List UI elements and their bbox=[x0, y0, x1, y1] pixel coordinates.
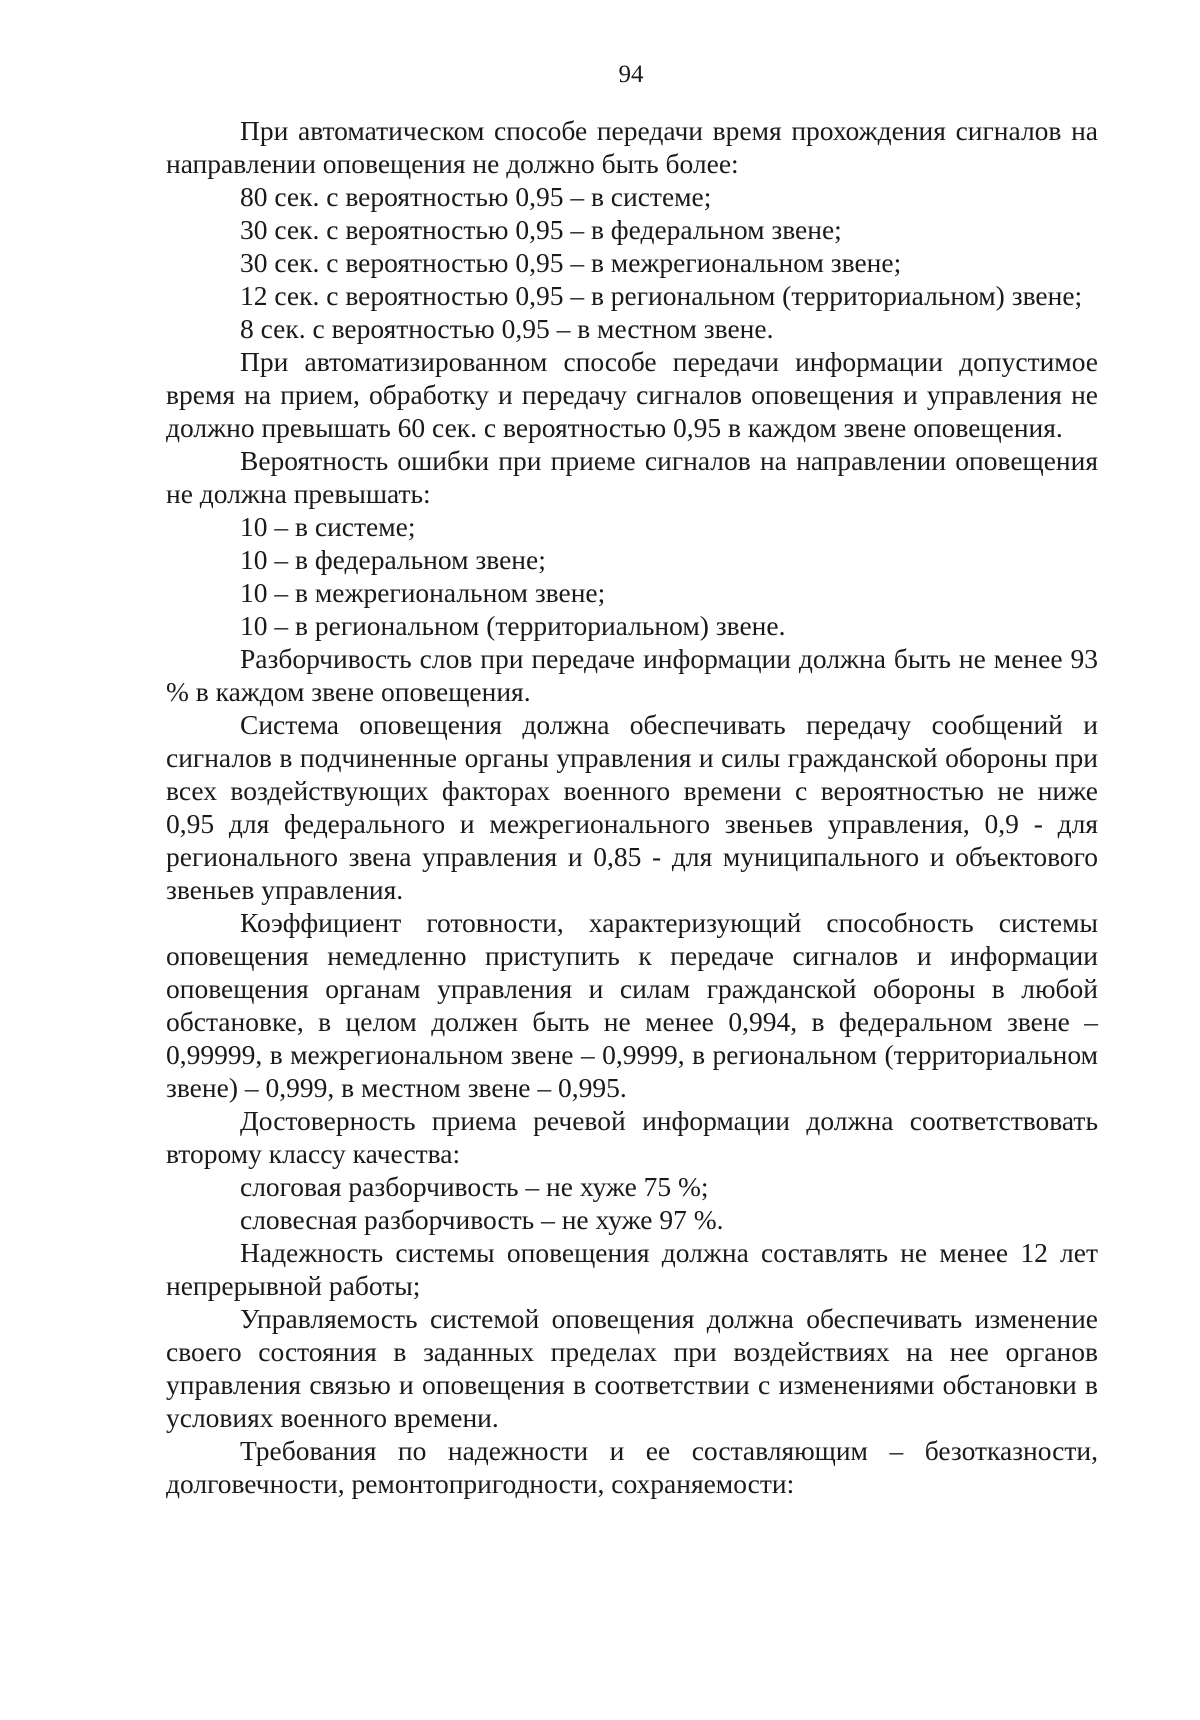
list-item: 10 – в межрегиональном звене; bbox=[240, 577, 606, 608]
paragraph-intelligibility: Разборчивость слов при передаче информации должна быть не менее 93 % в каждом звене оповещения. bbox=[166, 643, 1098, 707]
list-item: словесная разборчивость – не хуже 97 %. bbox=[240, 1204, 724, 1235]
list-item: 30 сек. с вероятностью 0,95 – в межрегиональном звене; bbox=[240, 247, 902, 278]
paragraph-error-probability: Вероятность ошибки при приеме сигналов на направлении оповещения не должна превышать: bbox=[166, 445, 1098, 509]
list-item: 10 – в системе; bbox=[240, 511, 416, 542]
paragraph-auto-transfer-time: При автоматическом способе передачи время прохождения сигналов на направлении оповещения не должно быть более: bbox=[166, 115, 1098, 179]
list-item: 80 сек. с вероятностью 0,95 – в системе; bbox=[240, 181, 712, 212]
document-body bbox=[166, 114, 1098, 1500]
paragraph-reliability-requirements: Требования по надежности и ее составляющим – безотказности, долговечности, ремонтопригодности, сохраняемости: bbox=[166, 1435, 1098, 1499]
page-number: 94 bbox=[618, 61, 644, 88]
list-item: 30 сек. с вероятностью 0,95 – в федеральном звене; bbox=[240, 214, 842, 245]
list-item: 10 – в региональном (территориальном) звене. bbox=[240, 610, 786, 641]
list-item: 12 сек. с вероятностью 0,95 – в региональном (территориальном) звене; bbox=[240, 280, 1083, 311]
list-item: 10 – в федеральном звене; bbox=[240, 544, 546, 575]
paragraph-speech-reliability: Достоверность приема речевой информации должна соответствовать второму классу качества: bbox=[166, 1105, 1098, 1169]
paragraph-system-transmission: Система оповещения должна обеспечивать передачу сообщений и сигналов в подчиненные органы управления и силы гражданской обороны при всех воздействующих факторах военного времени с вероятностью не ниже 0,95 для федерального и межрегионального звеньев управления, 0,9 - для регионального звена управления и 0,85 - для муниципального и объектового звеньев управления. bbox=[166, 709, 1098, 905]
paragraph-system-reliability: Надежность системы оповещения должна составлять не менее 12 лет непрерывной работы; bbox=[166, 1237, 1098, 1301]
paragraph-controllability: Управляемость системой оповещения должна обеспечивать изменение своего состояния в заданных пределах при воздействиях на нее органов управления связью и оповещения в соответствии с изменениями обстановки в условиях военного времени. bbox=[166, 1303, 1098, 1433]
paragraph-automated-transfer: При автоматизированном способе передачи информации допустимое время на прием, обработку и передачу сигналов оповещения и управления не должно превышать 60 сек. с вероятностью 0,95 в каждом звене оповещения. bbox=[166, 346, 1098, 443]
list-item: слоговая разборчивость – не хуже 75 %; bbox=[240, 1171, 709, 1202]
paragraph-readiness-coefficient: Коэффициент готовности, характеризующий способность системы оповещения немедленно приступить к передаче сигналов и информации оповещения органам управления и силам гражданской обороны в любой обстановке, в целом должен быть не менее 0,994, в федеральном звене – 0,99999, в межрегиональном звене – 0,9999, в региональном (территориальном звене) – 0,999, в местном звене – 0,995. bbox=[166, 907, 1098, 1103]
list-item: 8 сек. с вероятностью 0,95 – в местном звене. bbox=[240, 313, 774, 344]
